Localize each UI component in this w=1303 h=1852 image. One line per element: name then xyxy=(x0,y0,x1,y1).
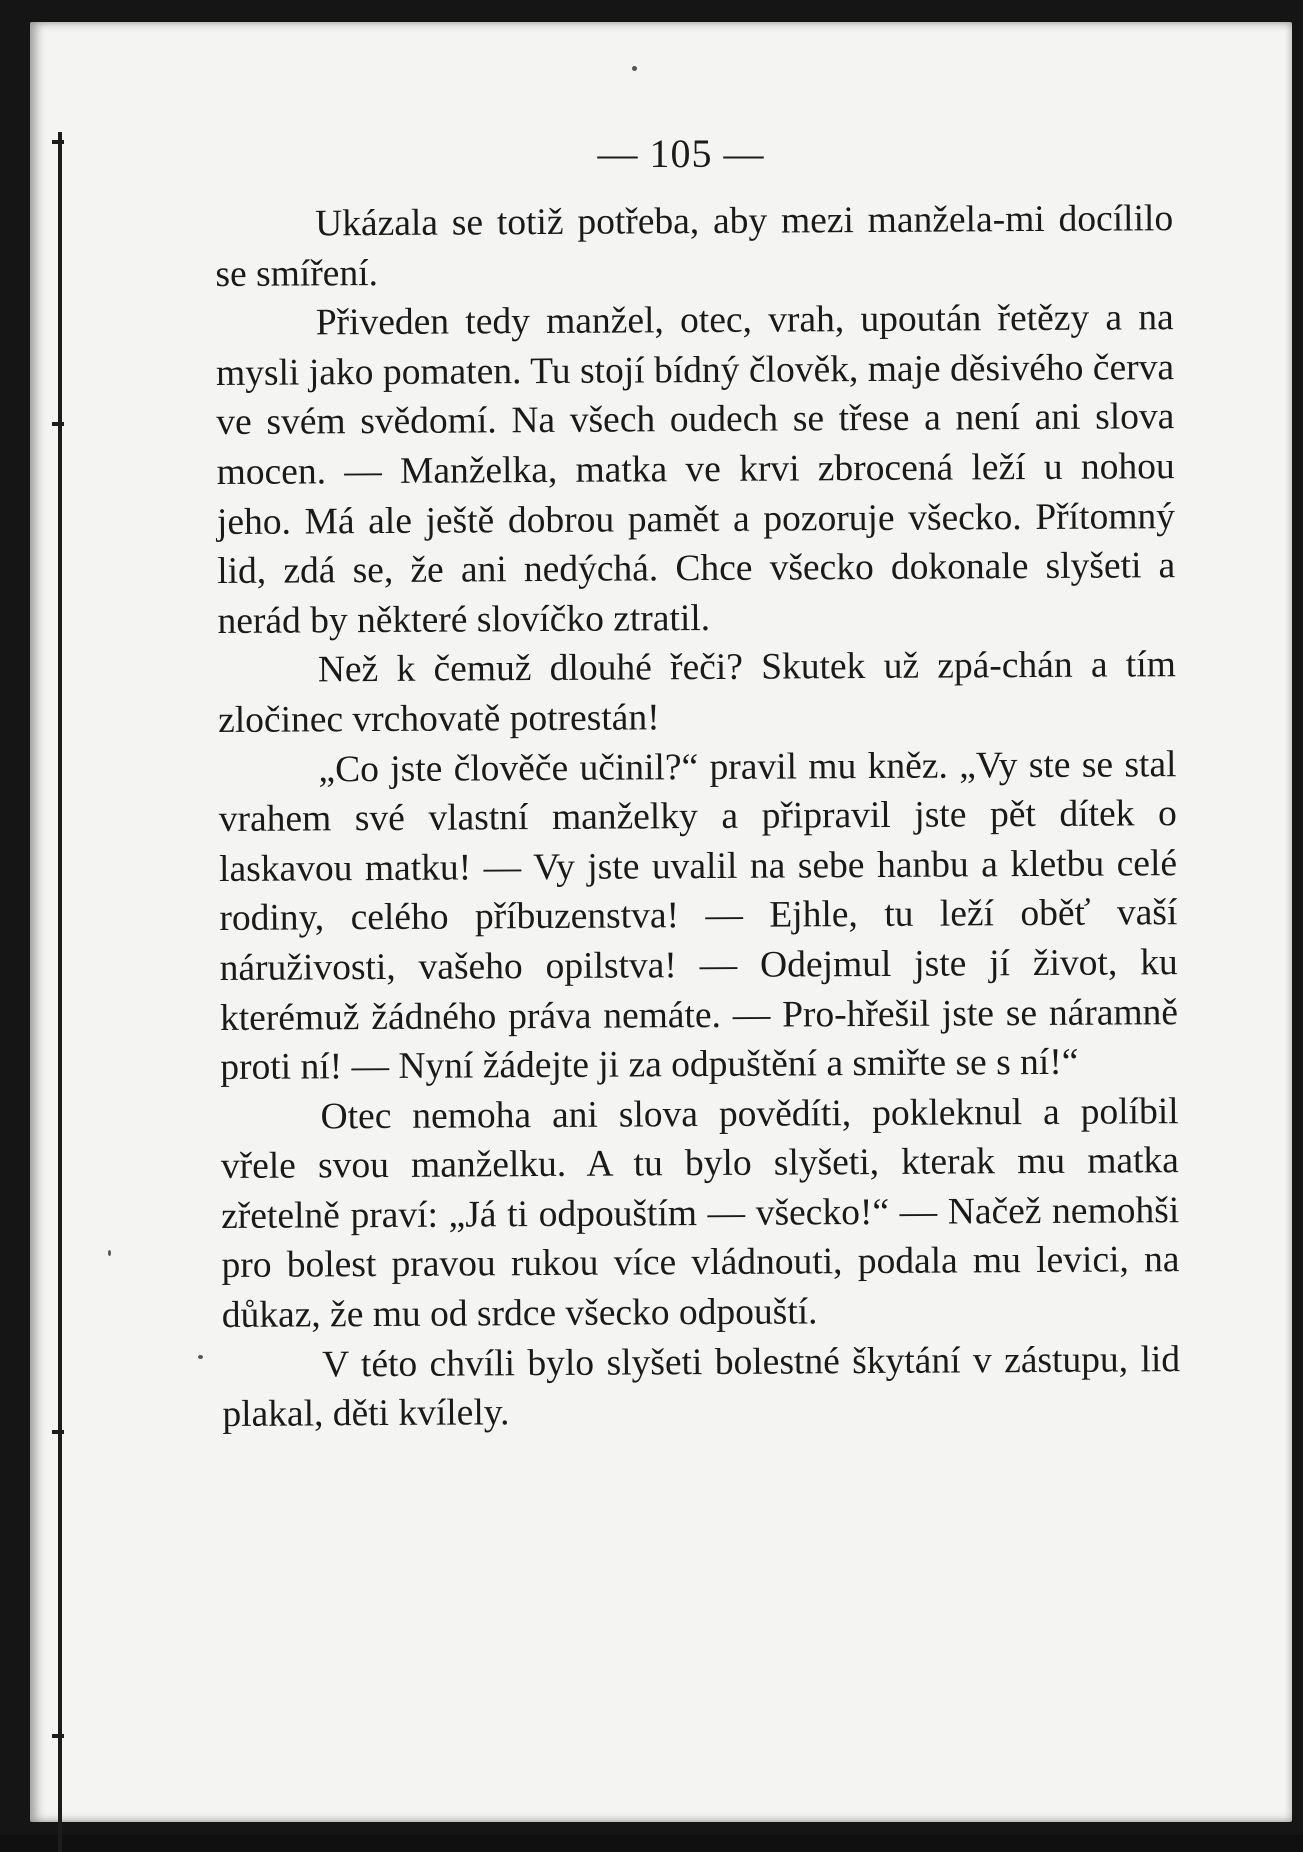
paragraph: Otec nemoha ani slova povědíti, pokleknul a políbil vřele svou manželku. A tu bylo slyšeti, kterak mu matka zřetelně praví: „Já ti odpouštím — všecko!“ — Načež nemohši pro bolest pravou rukou více vládnouti, podala mu levici, na důkaz, že mu od srdce všecko odpouští. xyxy=(220,1090,1180,1337)
body-text xyxy=(215,194,1181,1440)
paragraph: Ukázala se totiž potřeba, aby mezi manžela-mi docílilo se smíření. xyxy=(215,198,1174,295)
paragraph: V této chvíli bylo slyšeti bolestné škytání v zástupu, lid plakal, děti kvílely. xyxy=(222,1338,1181,1436)
paragraph: „Co jste člověče učinil?“ pravil mu kněz. „Vy ste se stal vrahem své vlastní manželky a připravil jste pět dítek o laskavou matku! — Vy jste uvalil na sebe hanbu a kletbu celé rodiny, celého příbuzenstva! — Ejhle, tu leží oběť vaší náruživosti, vašeho opilstva! — Odejmul jste jí život, ku kterémuž žádného práva nemáte. — Pro-hřešil jste se náramně proti ní! — Nyní žádejte ji za odpuštění a smiřte se s ní!“ xyxy=(218,743,1179,1089)
gutter-tick xyxy=(52,1430,64,1434)
paragraph: Než k čemuž dlouhé řeči? Skutek už zpá-chán a tím zločinec vrchovatě potrestán! xyxy=(218,644,1176,741)
print-speck xyxy=(198,1355,203,1359)
book-page xyxy=(30,22,1292,1822)
gutter-tick xyxy=(52,422,64,426)
print-speck xyxy=(632,66,637,71)
binding-gutter-line xyxy=(58,132,62,1852)
print-speck xyxy=(108,1250,111,1256)
page-number: — 105 — xyxy=(597,131,765,176)
gutter-tick xyxy=(52,1734,64,1738)
paragraph: Přiveden tedy manžel, otec, vrah, upoután řetězy a na mysli jako pomaten. Tu stojí bídný člověk, maje děsivého červa ve svém svědomí. Na všech oudech se třese a není ani slova mocen. — Manželka, matka ve krvi zbrocená leží u nohou jeho. Má ale ještě dobrou pamět a pozoruje všecko. Přítomný lid, zdá se, že ani nedýchá. Chce všecko dokonale slyšeti a nerád by některé slovíčko ztratil. xyxy=(215,297,1176,642)
